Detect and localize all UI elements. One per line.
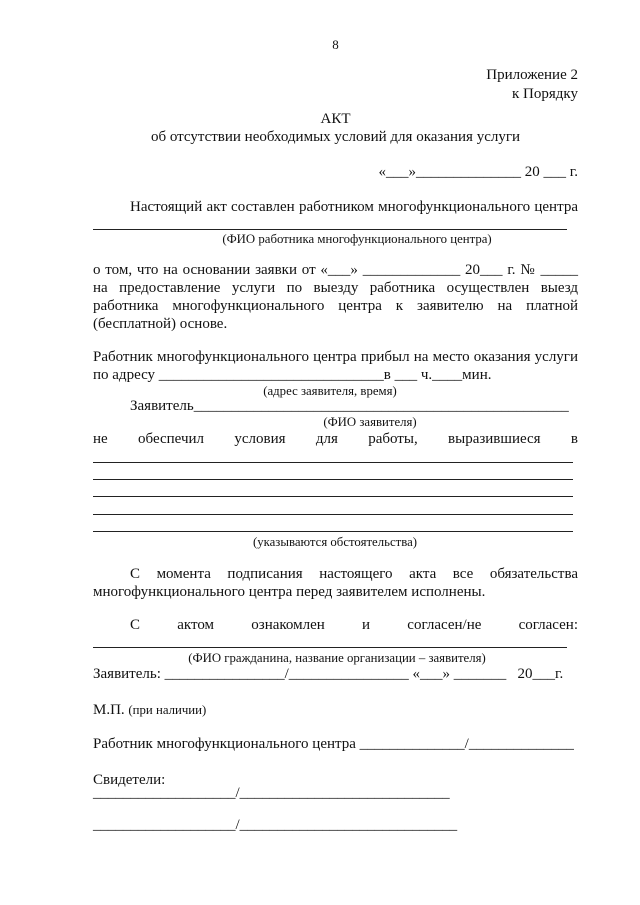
- obligations-line: многофункционального центра перед заявителем исполнены.: [93, 584, 486, 600]
- conditions-line: не обеспечил условия для работы, выразившиеся в: [93, 431, 578, 447]
- agreement-caption: (ФИО гражданина, название организации – заявителя): [188, 651, 486, 665]
- mfc-worker-signature-line: Работник многофункционального центра ______________/______________: [93, 736, 574, 752]
- obligations-line: С момента подписания настоящего акта все обязательства: [130, 566, 578, 582]
- witness-signature-line: ___________________/_____________________________: [93, 817, 458, 833]
- request-line: работника многофункционального центра к заявителю на платной: [93, 298, 578, 314]
- intro-caption: (ФИО работника многофункционального центра): [222, 232, 492, 246]
- blank-line: [93, 647, 567, 648]
- witness-signature-line: ___________________/____________________________: [93, 785, 450, 801]
- agreement-line: С актом ознакомлен и согласен/не согласен:: [130, 617, 578, 633]
- blank-line: [93, 229, 567, 230]
- applicant-signature-line: Заявитель: ________________/________________ «___» _______ 20___г.: [93, 666, 564, 682]
- request-line: (бесплатной) основе.: [93, 316, 228, 332]
- request-line: о том, что на основании заявки от «___» _____________ 20___ г. № _____: [93, 262, 578, 278]
- arrival-line: Работник многофункционального центра прибыл на место оказания услуги: [93, 349, 578, 365]
- document-title: АКТ: [320, 111, 351, 127]
- applicant-caption: (ФИО заявителя): [323, 415, 417, 429]
- seal-label: М.П.: [93, 702, 125, 718]
- blank-line: [93, 514, 573, 515]
- blank-line: [93, 479, 573, 480]
- conditions-caption: (указываются обстоятельства): [252, 535, 418, 549]
- blank-line: [93, 531, 573, 532]
- page-number: 8: [332, 37, 339, 52]
- blank-line: [93, 496, 573, 497]
- intro-text: Настоящий акт составлен работником многофункционального центра: [130, 199, 578, 215]
- seal-mark: [93, 701, 206, 719]
- blank-line: [93, 462, 573, 463]
- appendix-reference: к Порядку: [512, 86, 578, 102]
- request-line: на предоставление услуги по выезду работника осуществлен выезд: [93, 280, 578, 296]
- appendix-label: Приложение 2: [486, 67, 578, 83]
- arrival-address-line: по адресу ______________________________в ___ ч.____мин.: [93, 367, 492, 383]
- applicant-line: Заявитель__________________________________________________: [130, 398, 569, 414]
- document-subtitle: об отсутствии необходимых условий для оказания услуги: [150, 129, 521, 145]
- address-caption: (адрес заявителя, время): [263, 384, 397, 398]
- witnesses-label: Свидетели:: [93, 772, 166, 788]
- seal-note: (при наличии): [128, 703, 207, 717]
- date-line: «___»______________ 20 ___ г.: [378, 164, 578, 180]
